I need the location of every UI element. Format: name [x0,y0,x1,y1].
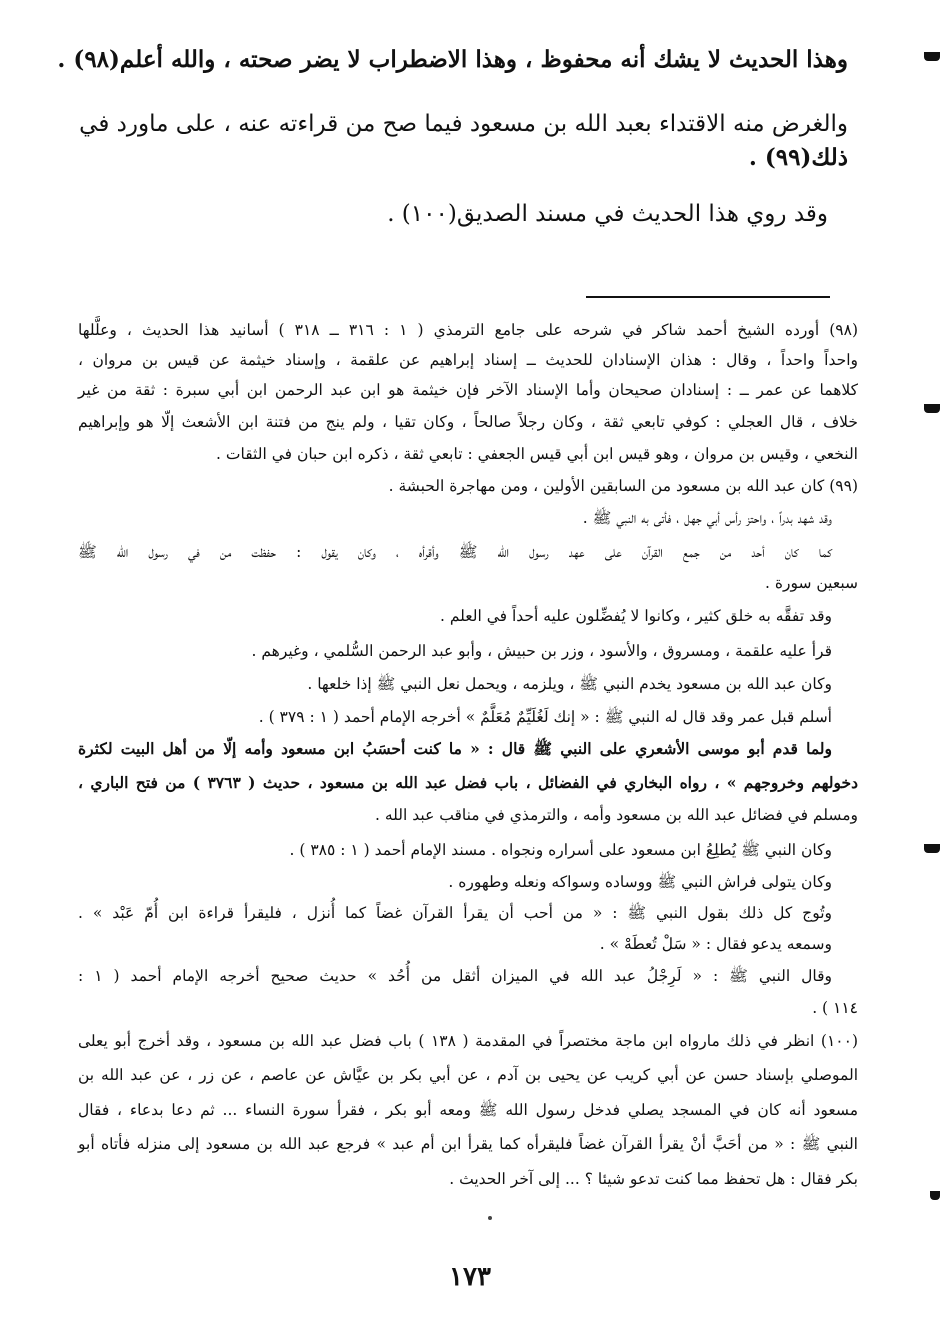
margin-mark-3 [924,844,940,853]
main-text-line-3: ذلك(٩٩) . [748,144,848,171]
footnote-100-line-2: الموصلي بإسناد حسن عن أبي كريب عن يحيى بن آدم ، عن أبي بكر بن عيَّاش عن عاصم ، عن زر ، عن عبد الله بن [78,1066,858,1084]
margin-mark-4 [930,1191,940,1200]
footnote-99-line-9: ولما قدم أبو موسى الأشعري على النبي ﷺ قال : « ما كنت أحسَبُ ابن مسعود وأمه إلّا من أهل البيت لكثرة [78,739,832,758]
footnote-99-line-17: ١١٤ ) . [812,999,858,1017]
footnote-99-line-16: وقال النبي ﷺ : « لَرِجْلُ عبد الله في الميزان أثقل من أُحُد » حديث صحيح أخرجه الإمام أحمد ( ١ : [78,967,832,985]
footnote-separator [586,296,830,298]
footnote-100-line-4: النبي ﷺ : « من أحَبَّ أنْ يقرأ القرآن غضاً فليقرأه كما يقرأ ابن أم عبد » فرجع عبد الله بن مسعود إلى منزله فأتاه أبو [78,1135,858,1153]
footnote-100-line-3: مسعود أنه كان في المسجد يصلي فدخل رسول الله ﷺ ومعه أبو بكر ، فقرأ سورة النساء ... ثم دعا بدعاء ، فقال [78,1101,858,1119]
footnote-98-line-4: خلاف ، قال العجلي : كوفي تابعي ثقة ، وكان رجلاً صالحاً ، وكان تقيا ، ولم ينج من فتنة ابن الأشعث إلّا هو وإبراهيم [78,413,858,431]
footnote-99-line-5: وقد تفقَّه به خلق كثير ، وكانوا لا يُفضِّلون عليه أحداً في العلم . [439,607,832,625]
footnote-99-line-11: ومسلم في فضائل عبد الله بن مسعود وأمه ، والترمذي في مناقب عبد الله . [375,806,858,824]
footnote-99-line-10: دخولهم وخروجهم » ، رواه البخاري في الفضائل ، باب فضل عبد الله بن مسعود ، حديث ( ٣٧٦٣ ) من فتح الباري ، [78,773,858,792]
footnote-99-line-7: وكان عبد الله بن مسعود يخدم النبي ﷺ ، ويلزمه ، ويحمل نعل النبي ﷺ إذا خلعها . [307,675,832,693]
footnote-99-line-15: وسمعه يدعو فقال : « سَلْ تُعطَهْ » . [599,935,832,953]
footnote-99-line-13: وكان يتولى فراش النبي ﷺ ووساده وسواكه ونعله وطهوره . [448,873,832,891]
footnote-100-line-1: (١٠٠) انظر في ذلك مارواه ابن ماجة مختصراً في المقدمة ( ١٣٨ ) باب فضل عبد الله بن مسعود ، وقد أخرج أبو يعلى [78,1032,858,1050]
margin-mark-2 [924,404,940,413]
footnote-99-line-4: سبعين سورة . [765,574,858,592]
footnote-99-line-2: وقد شهد بدراً ، واحتز رأس أبي جهل ، فأتى به النبي ﷺ . [582,509,832,527]
footnote-99-line-12: وكان النبي ﷺ يُطلِعُ ابن مسعود على أسراره ونجواه . مسند الإمام أحمد ( ١ : ٣٨٥ ) . [289,841,832,859]
main-text-line-4: وقد روي هذا الحديث في مسند الصديق(١٠٠) . [387,201,828,227]
footnote-98-line-1: (٩٨) أورده الشيخ أحمد شاكر في شرحه على جامع الترمذي ( ١ : ٣١٦ ــ ٣١٨ ) أسانيد هذا الحديث ، وعلَّلها [78,321,858,339]
footnote-98-line-3: كلاهما عن عمر ــ : إسنادان صحيحان وأما الإسناد الآخر فإن خيثمة هو ابن عبد الرحمن ابن أبي سبرة : ثقة من غير [78,381,858,399]
footnote-99-line-1: (٩٩) كان عبد الله بن مسعود من السابقين الأولين ، ومن مهاجرة الحبشة . [388,477,858,495]
scan-speck [488,1216,492,1220]
main-text-line-2: والغرض منه الاقتداء بعبد الله بن مسعود فيما صح من قراءته عنه ، على ماورد في [79,111,848,137]
main-text-line-1: وهذا الحديث لا يشك أنه محفوظ ، وهذا الاضطراب لا يضر صحته ، والله أعلم(٩٨) . [57,46,848,73]
footnote-98-line-5: النخعي ، وقيس بن مروان ، وهو قيس ابن أبي قيس الجعفي : تابعي ثقة ، ذكره ابن حبان في الثقات . [216,445,858,463]
footnote-99-line-14: وتُوج كل ذلك بقول النبي ﷺ : « من أحب أن يقرأ القرآن غضاً كما أُنزل ، فليقرأ قراءة ابن أُمّ عَبْد » . [78,904,832,922]
footnote-100-line-5: بكر فقال : هل تحفظ مما كنت تدعو شيئا ؟ ... إلى آخر الحديث . [449,1170,858,1188]
footnote-99-line-3: كما كان أحد من جمع القرآن على عهد رسول الله ﷺ وأقرأه ، وكان يقول : حفظت من في رسول الله ﷺ [78,543,832,561]
footnote-99-line-8: أسلم قبل عمر وقد قال له النبي ﷺ : « إنك لَغُلَيِّمٌ مُعَلَّمٌ » أخرجه الإمام أحمد ( ١ : ٣٧٩ ) . [258,708,832,726]
margin-mark-1 [924,52,940,61]
footnote-99-line-6: قرأ عليه علقمة ، ومسروق ، والأسود ، وزر بن حبيش ، وأبو عبد الرحمن السُّلمي ، وغيرهم . [251,642,832,660]
footnote-98-line-2: واحداً واحداً ، وقال : هذان الإسنادان للحديث ــ إسناد إبراهيم عن علقمة ، وإسناد خيثمة عن قيس بن مروان ، [78,351,858,369]
page-number: ١٧٣ [449,1262,491,1292]
